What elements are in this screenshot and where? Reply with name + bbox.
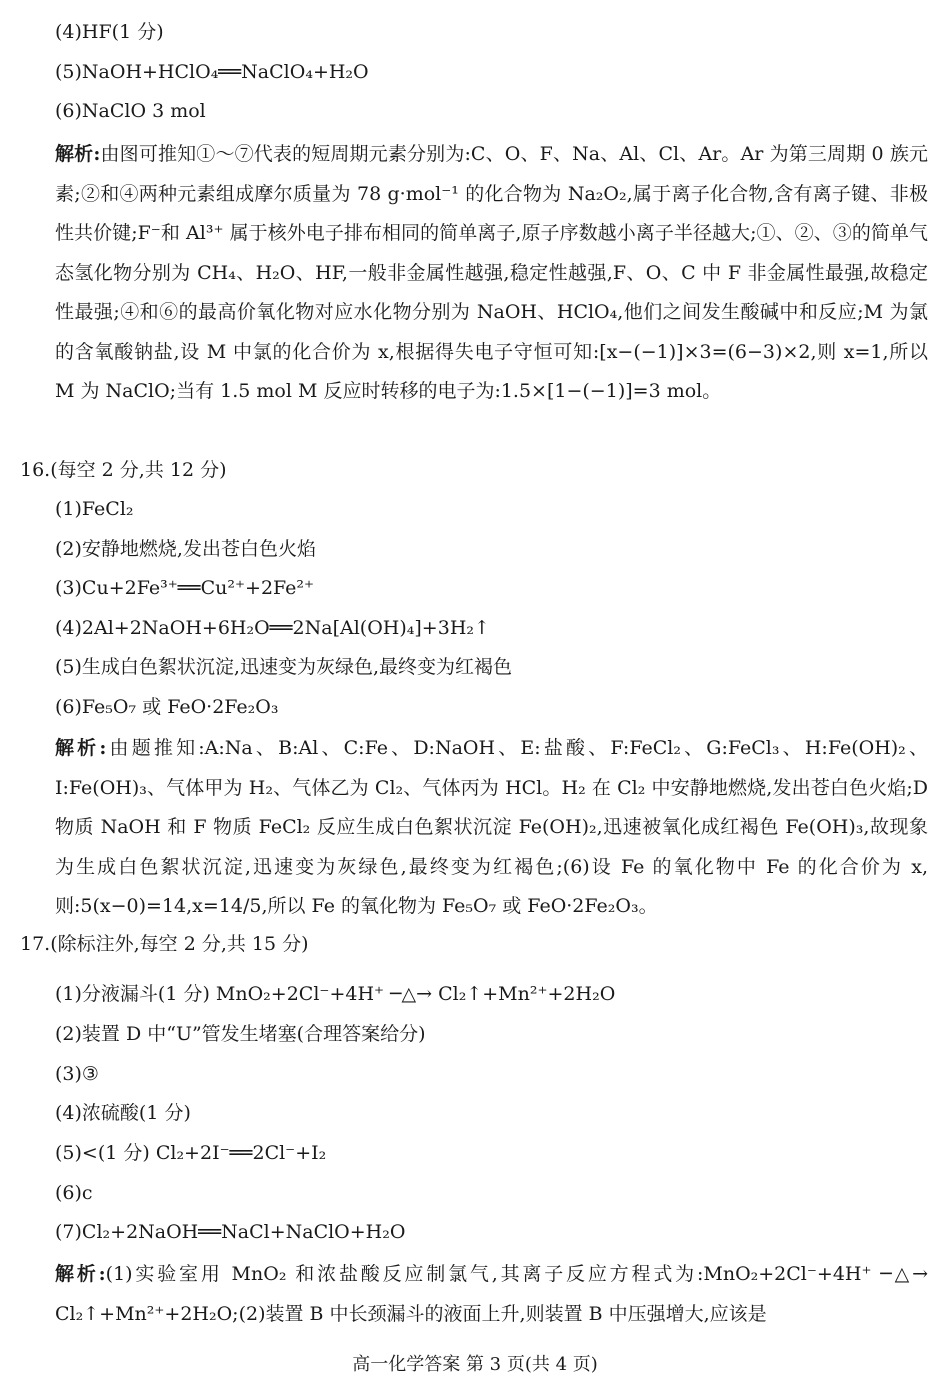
question-16-header: 16.(每空 2 分,共 12 分)	[20, 459, 227, 481]
line-b6: (6)Fe₅O₇ 或 FeO·2Fe₂O₃	[55, 696, 279, 718]
line-a5: (5)NaOH+HClO₄══NaClO₄+H₂O	[55, 61, 369, 83]
explanation-16	[55, 729, 928, 927]
question-17-header: 17.(除标注外,每空 2 分,共 15 分)	[20, 933, 309, 955]
line-c3: (3)③	[55, 1063, 99, 1085]
explanation-label: 解析:	[55, 143, 101, 165]
line-c6: (6)c	[55, 1182, 93, 1204]
explanation-text: 由图可推知①～⑦代表的短周期元素分别为:C、O、F、Na、Al、Cl、Ar。Ar 为第三周期 0 族元素;②和④两种元素组成摩尔质量为 78 g·mol⁻¹ 的化合物为 Na₂O₂,属于离子化合物,含有离子键、非极性共价键;F⁻和 Al³⁺ 属于核外电子排布相同的简单离子,原子序数越小离子半径越大;①、②、③的简单气态氢化物分别为 CH₄、H₂O、HF,一般非金属性越强,稳定性越强,F、O、C 中 F 非金属性最强,故稳定性最强;④和⑥的最高价氧化物对应水化物分别为 NaOH、HClO₄,他们之间发生酸碱中和反应;M 为氯的含氧酸钠盐,设 M 中氯的化合价为 x,根据得失电子守恒可知:[x−(−1)]×3=(6−3)×2,则 x=1,所以 M 为 NaClO;当有 1.5 mol M 反应时转移的电子为:1.5×[1−(−1)]=3 mol。	[55, 143, 929, 402]
line-a6: (6)NaClO 3 mol	[55, 100, 206, 122]
explanation-15	[55, 135, 928, 412]
line-b3: (3)Cu+2Fe³⁺══Cu²⁺+2Fe²⁺	[55, 577, 315, 599]
line-b2: (2)安静地燃烧,发出苍白色火焰	[55, 538, 316, 560]
line-a4: (4)HF(1 分)	[55, 21, 164, 43]
line-c7: (7)Cl₂+2NaOH══NaCl+NaClO+H₂O	[55, 1221, 406, 1243]
line-c1: (1)分液漏斗(1 分) MnO₂+2Cl⁻+4H⁺ ─△→ Cl₂↑+Mn²⁺+2H₂O	[55, 983, 616, 1005]
line-c4: (4)浓硫酸(1 分)	[55, 1102, 191, 1124]
explanation-text: (1)实验室用 MnO₂ 和浓盐酸反应制氯气,其离子反应方程式为:MnO₂+2Cl⁻+4H⁺ ─△→ Cl₂↑+Mn²⁺+2H₂O;(2)装置 B 中长颈漏斗的液面上升,则装置 B 中压强增大,应该是	[55, 1263, 928, 1325]
line-c2: (2)装置 D 中“U”管发生堵塞(合理答案给分)	[55, 1023, 426, 1045]
explanation-text: 由题推知:A:Na、B:Al、C:Fe、D:NaOH、E:盐酸、F:FeCl₂、G:FeCl₃、H:Fe(OH)₂、I:Fe(OH)₃、气体甲为 H₂、气体乙为 Cl₂、气体丙为 HCl。H₂ 在 Cl₂ 中安静地燃烧,发出苍白色火焰;D 物质 NaOH 和 F 物质 FeCl₂ 反应生成白色絮状沉淀 Fe(OH)₂,迅速被氧化成红褐色 Fe(OH)₃,故现象为生成白色絮状沉淀,迅速变为灰绿色,最终变为红褐色;(6)设 Fe 的氧化物中 Fe 的化合价为 x,则:5(x−0)=14,x=14/5,所以 Fe 的氧化物为 Fe₅O₇ 或 FeO·2Fe₂O₃。	[55, 737, 928, 917]
page-footer: 高一化学答案 第 3 页(共 4 页)	[352, 1354, 598, 1375]
line-c5: (5)<(1 分) Cl₂+2I⁻══2Cl⁻+I₂	[55, 1142, 327, 1164]
explanation-label: 解析:	[55, 1263, 106, 1285]
explanation-17	[55, 1255, 928, 1334]
line-b1: (1)FeCl₂	[55, 498, 134, 520]
line-b4: (4)2Al+2NaOH+6H₂O══2Na[Al(OH)₄]+3H₂↑	[55, 617, 490, 639]
explanation-label: 解析:	[55, 737, 107, 759]
line-b5: (5)生成白色絮状沉淀,迅速变为灰绿色,最终变为红褐色	[55, 656, 512, 678]
